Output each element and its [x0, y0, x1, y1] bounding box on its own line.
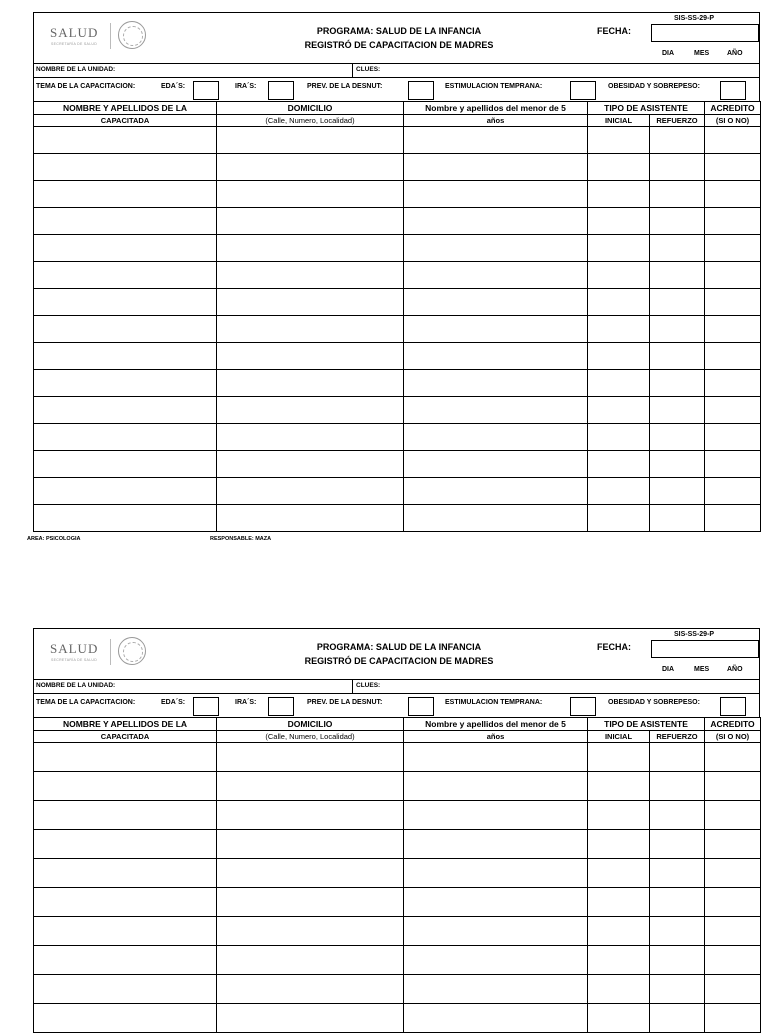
inicial-cell[interactable]: [588, 946, 650, 975]
desnut-checkbox[interactable]: [408, 697, 434, 716]
nombre-cell[interactable]: [34, 208, 217, 235]
inicial-cell[interactable]: [588, 208, 650, 235]
menor-cell[interactable]: [404, 424, 588, 451]
col-header-tipo: TIPO DE ASISTENTE: [588, 718, 705, 731]
fecha-label: FECHA:: [597, 26, 631, 36]
dia-label: DIA: [662, 666, 675, 673]
tema-row: [33, 77, 760, 101]
form-footer: [27, 532, 760, 546]
acredito-cell[interactable]: [705, 1004, 761, 1033]
nombre-cell[interactable]: [34, 154, 217, 181]
nombre-cell[interactable]: [34, 235, 217, 262]
refuerzo-cell[interactable]: [650, 801, 705, 830]
fecha-field[interactable]: [651, 640, 759, 658]
domicilio-cell[interactable]: [217, 975, 404, 1004]
col-header-nombre: NOMBRE Y APELLIDOS DE LA: [34, 102, 217, 115]
acredito-cell[interactable]: [705, 451, 761, 478]
menor-cell[interactable]: [404, 154, 588, 181]
nombre-cell[interactable]: [34, 343, 217, 370]
table-row: [34, 888, 761, 917]
domicilio-cell[interactable]: [217, 127, 404, 154]
menor-cell[interactable]: [404, 208, 588, 235]
refuerzo-cell[interactable]: [650, 772, 705, 801]
col-header-nombre: NOMBRE Y APELLIDOS DE LA: [34, 718, 217, 731]
domicilio-cell[interactable]: [217, 397, 404, 424]
inicial-cell[interactable]: [588, 424, 650, 451]
refuerzo-cell[interactable]: [650, 888, 705, 917]
table-row: [34, 743, 761, 772]
nombre-cell[interactable]: [34, 181, 217, 208]
domicilio-cell[interactable]: [217, 424, 404, 451]
iras-checkbox[interactable]: [268, 697, 294, 716]
domicilio-cell[interactable]: [217, 1004, 404, 1033]
acredito-cell[interactable]: [705, 801, 761, 830]
table-row: [34, 451, 761, 478]
form-code: SIS-SS-29-P: [674, 631, 715, 638]
program-title: PROGRAMA: SALUD DE LA INFANCIA: [316, 642, 482, 652]
table-row: [34, 975, 761, 1004]
register-title: REGISTRÓ DE CAPACITACION DE MADRES: [304, 40, 494, 50]
mes-label: MES: [694, 50, 710, 57]
logo-text: SALUD: [50, 641, 99, 656]
salud-logo: [46, 637, 156, 667]
logo-divider: [110, 639, 111, 665]
acredito-cell[interactable]: [705, 424, 761, 451]
acredito-cell[interactable]: [705, 127, 761, 154]
refuerzo-cell[interactable]: [650, 975, 705, 1004]
table-row: [34, 478, 761, 505]
acredito-cell[interactable]: [705, 917, 761, 946]
acredito-cell[interactable]: [705, 397, 761, 424]
refuerzo-cell[interactable]: [650, 505, 705, 532]
divider: [352, 680, 353, 693]
menor-cell[interactable]: [404, 801, 588, 830]
domicilio-cell[interactable]: [217, 451, 404, 478]
attendance-table: [33, 717, 761, 1033]
refuerzo-cell[interactable]: [650, 262, 705, 289]
acredito-cell[interactable]: [705, 975, 761, 1004]
refuerzo-cell[interactable]: [650, 451, 705, 478]
col-header-domicilio: DOMICILIO: [217, 718, 404, 731]
seal-icon: [118, 637, 146, 665]
domicilio-cell[interactable]: [217, 154, 404, 181]
refuerzo-cell[interactable]: [650, 743, 705, 772]
acredito-cell[interactable]: [705, 289, 761, 316]
nombre-cell[interactable]: [34, 316, 217, 343]
inicial-cell[interactable]: [588, 772, 650, 801]
nombre-cell[interactable]: [34, 127, 217, 154]
table-row: [34, 289, 761, 316]
inicial-cell[interactable]: [588, 235, 650, 262]
domicilio-cell[interactable]: [217, 946, 404, 975]
acredito-cell[interactable]: [705, 370, 761, 397]
form-header: [33, 628, 760, 679]
inicial-cell[interactable]: [588, 975, 650, 1004]
program-title: PROGRAMA: SALUD DE LA INFANCIA: [316, 26, 482, 36]
inicial-cell[interactable]: [588, 370, 650, 397]
nombre-cell[interactable]: [34, 772, 217, 801]
desnut-label: PREV. DE LA DESNUT:: [307, 699, 383, 706]
menor-cell[interactable]: [404, 370, 588, 397]
menor-cell[interactable]: [404, 830, 588, 859]
nombre-cell[interactable]: [34, 830, 217, 859]
menor-cell[interactable]: [404, 505, 588, 532]
menor-cell[interactable]: [404, 772, 588, 801]
menor-cell[interactable]: [404, 451, 588, 478]
menor-cell[interactable]: [404, 316, 588, 343]
form-sheet: [27, 12, 760, 546]
obesidad-checkbox[interactable]: [720, 81, 746, 100]
register-title: REGISTRÓ DE CAPACITACION DE MADRES: [304, 656, 494, 666]
table-row: [34, 127, 761, 154]
inicial-cell[interactable]: [588, 830, 650, 859]
domicilio-cell[interactable]: [217, 316, 404, 343]
nombre-cell[interactable]: [34, 975, 217, 1004]
unit-row: [33, 63, 760, 77]
domicilio-cell[interactable]: [217, 743, 404, 772]
nombre-cell[interactable]: [34, 424, 217, 451]
col-header-refuerzo: REFUERZO: [650, 115, 705, 127]
acredito-cell[interactable]: [705, 316, 761, 343]
col-header-refuerzo: REFUERZO: [650, 731, 705, 743]
estim-checkbox[interactable]: [570, 697, 596, 716]
nombre-cell[interactable]: [34, 859, 217, 888]
refuerzo-cell[interactable]: [650, 478, 705, 505]
acredito-cell[interactable]: [705, 946, 761, 975]
refuerzo-cell[interactable]: [650, 235, 705, 262]
nombre-cell[interactable]: [34, 801, 217, 830]
menor-cell[interactable]: [404, 397, 588, 424]
col-header-acredito-2: (SI O NO): [705, 731, 761, 743]
domicilio-cell[interactable]: [217, 859, 404, 888]
estim-label: ESTIMULACION TEMPRANA:: [445, 83, 543, 90]
nombre-cell[interactable]: [34, 917, 217, 946]
menor-cell[interactable]: [404, 917, 588, 946]
nombre-cell[interactable]: [34, 262, 217, 289]
table-row: [34, 370, 761, 397]
col-header-acredito-2: (SI O NO): [705, 115, 761, 127]
edas-checkbox[interactable]: [193, 697, 219, 716]
menor-cell[interactable]: [404, 343, 588, 370]
anio-label: AÑO: [727, 50, 743, 57]
refuerzo-cell[interactable]: [650, 917, 705, 946]
table-body: [34, 743, 761, 1033]
inicial-cell[interactable]: [588, 262, 650, 289]
inicial-cell[interactable]: [588, 478, 650, 505]
col-header-inicial: INICIAL: [588, 731, 650, 743]
inicial-cell[interactable]: [588, 127, 650, 154]
refuerzo-cell[interactable]: [650, 1004, 705, 1033]
menor-cell[interactable]: [404, 946, 588, 975]
domicilio-cell[interactable]: [217, 478, 404, 505]
col-header-domicilio: DOMICILIO: [217, 102, 404, 115]
domicilio-cell[interactable]: [217, 289, 404, 316]
nombre-cell[interactable]: [34, 370, 217, 397]
inicial-cell[interactable]: [588, 1004, 650, 1033]
inicial-cell[interactable]: [588, 343, 650, 370]
acredito-cell[interactable]: [705, 888, 761, 917]
edas-checkbox[interactable]: [193, 81, 219, 100]
logo-divider: [110, 23, 111, 49]
acredito-cell[interactable]: [705, 478, 761, 505]
anio-label: AÑO: [727, 666, 743, 673]
inicial-cell[interactable]: [588, 316, 650, 343]
refuerzo-cell[interactable]: [650, 397, 705, 424]
nombre-cell[interactable]: [34, 289, 217, 316]
nombre-cell[interactable]: [34, 478, 217, 505]
acredito-cell[interactable]: [705, 181, 761, 208]
domicilio-cell[interactable]: [217, 181, 404, 208]
inicial-cell[interactable]: [588, 801, 650, 830]
acredito-cell[interactable]: [705, 154, 761, 181]
refuerzo-cell[interactable]: [650, 424, 705, 451]
refuerzo-cell[interactable]: [650, 127, 705, 154]
table-row: [34, 208, 761, 235]
domicilio-cell[interactable]: [217, 235, 404, 262]
table-row: [34, 397, 761, 424]
inicial-cell[interactable]: [588, 859, 650, 888]
refuerzo-cell[interactable]: [650, 181, 705, 208]
area-label: AREA: PSICOLOGIA: [27, 536, 81, 542]
table-row: [34, 830, 761, 859]
col-header-nombre-2: CAPACITADA: [34, 115, 217, 127]
acredito-cell[interactable]: [705, 262, 761, 289]
domicilio-cell[interactable]: [217, 505, 404, 532]
domicilio-cell[interactable]: [217, 917, 404, 946]
table-row: [34, 316, 761, 343]
inicial-cell[interactable]: [588, 289, 650, 316]
iras-label: IRA´S:: [235, 83, 257, 90]
table-row: [34, 859, 761, 888]
tema-label: TEMA DE LA CAPACITACION:: [36, 83, 136, 90]
divider: [352, 64, 353, 77]
domicilio-cell[interactable]: [217, 888, 404, 917]
desnut-label: PREV. DE LA DESNUT:: [307, 83, 383, 90]
refuerzo-cell[interactable]: [650, 370, 705, 397]
table-row: [34, 262, 761, 289]
col-header-acredito: ACREDITO: [705, 102, 761, 115]
estim-checkbox[interactable]: [570, 81, 596, 100]
mes-label: MES: [694, 666, 710, 673]
table-row: [34, 801, 761, 830]
inicial-cell[interactable]: [588, 505, 650, 532]
inicial-cell[interactable]: [588, 181, 650, 208]
form-sheet: [33, 628, 760, 1033]
refuerzo-cell[interactable]: [650, 343, 705, 370]
col-header-menor: Nombre y apellidos del menor de 5: [404, 102, 588, 115]
domicilio-cell[interactable]: [217, 262, 404, 289]
domicilio-cell[interactable]: [217, 343, 404, 370]
domicilio-cell[interactable]: [217, 208, 404, 235]
logo-subtext: SECRETARÍA DE SALUD: [51, 42, 98, 46]
inicial-cell[interactable]: [588, 888, 650, 917]
unit-row: [33, 679, 760, 693]
refuerzo-cell[interactable]: [650, 208, 705, 235]
table-body: [34, 127, 761, 532]
menor-cell[interactable]: [404, 262, 588, 289]
col-header-inicial: INICIAL: [588, 115, 650, 127]
iras-checkbox[interactable]: [268, 81, 294, 100]
menor-cell[interactable]: [404, 888, 588, 917]
logo-text: SALUD: [50, 25, 99, 40]
table-row: [34, 343, 761, 370]
inicial-cell[interactable]: [588, 917, 650, 946]
acredito-cell[interactable]: [705, 235, 761, 262]
domicilio-cell[interactable]: [217, 830, 404, 859]
tema-label: TEMA DE LA CAPACITACION:: [36, 699, 136, 706]
col-header-menor-2: años: [404, 731, 588, 743]
table-row: [34, 917, 761, 946]
salud-logo: [46, 21, 156, 51]
refuerzo-cell[interactable]: [650, 289, 705, 316]
unit-label: NOMBRE DE LA UNIDAD:: [36, 682, 116, 689]
table-row: [34, 946, 761, 975]
attendance-table: [33, 101, 761, 532]
inicial-cell[interactable]: [588, 743, 650, 772]
menor-cell[interactable]: [404, 181, 588, 208]
nombre-cell[interactable]: [34, 888, 217, 917]
dia-label: DIA: [662, 50, 675, 57]
refuerzo-cell[interactable]: [650, 830, 705, 859]
inicial-cell[interactable]: [588, 154, 650, 181]
menor-cell[interactable]: [404, 1004, 588, 1033]
col-header-tipo: TIPO DE ASISTENTE: [588, 102, 705, 115]
col-header-menor: Nombre y apellidos del menor de 5: [404, 718, 588, 731]
acredito-cell[interactable]: [705, 830, 761, 859]
obesidad-label: OBESIDAD Y SOBREPESO:: [608, 83, 700, 90]
nombre-cell[interactable]: [34, 946, 217, 975]
menor-cell[interactable]: [404, 859, 588, 888]
menor-cell[interactable]: [404, 743, 588, 772]
unit-label: NOMBRE DE LA UNIDAD:: [36, 66, 116, 73]
table-row: [34, 1004, 761, 1033]
obesidad-label: OBESIDAD Y SOBREPESO:: [608, 699, 700, 706]
menor-cell[interactable]: [404, 975, 588, 1004]
col-header-nombre-2: CAPACITADA: [34, 731, 217, 743]
tema-row: [33, 693, 760, 717]
desnut-checkbox[interactable]: [408, 81, 434, 100]
edas-label: EDA´S:: [161, 83, 186, 90]
menor-cell[interactable]: [404, 235, 588, 262]
menor-cell[interactable]: [404, 478, 588, 505]
domicilio-cell[interactable]: [217, 370, 404, 397]
domicilio-cell[interactable]: [217, 772, 404, 801]
refuerzo-cell[interactable]: [650, 154, 705, 181]
acredito-cell[interactable]: [705, 343, 761, 370]
acredito-cell[interactable]: [705, 743, 761, 772]
inicial-cell[interactable]: [588, 397, 650, 424]
responsable-label: RESPONSABLE: MAZA: [210, 536, 272, 542]
form-header: [33, 12, 760, 63]
refuerzo-cell[interactable]: [650, 859, 705, 888]
refuerzo-cell[interactable]: [650, 946, 705, 975]
table-row: [34, 235, 761, 262]
col-header-menor-2: años: [404, 115, 588, 127]
logo-subtext: SECRETARÍA DE SALUD: [51, 658, 98, 662]
nombre-cell[interactable]: [34, 1004, 217, 1033]
menor-cell[interactable]: [404, 289, 588, 316]
col-header-acredito: ACREDITO: [705, 718, 761, 731]
acredito-cell[interactable]: [705, 505, 761, 532]
fecha-field[interactable]: [651, 24, 759, 42]
table-row: [34, 772, 761, 801]
refuerzo-cell[interactable]: [650, 316, 705, 343]
menor-cell[interactable]: [404, 127, 588, 154]
clues-label: CLUES:: [356, 682, 381, 689]
fecha-label: FECHA:: [597, 642, 631, 652]
acredito-cell[interactable]: [705, 208, 761, 235]
domicilio-cell[interactable]: [217, 801, 404, 830]
seal-icon: [118, 21, 146, 49]
acredito-cell[interactable]: [705, 859, 761, 888]
obesidad-checkbox[interactable]: [720, 697, 746, 716]
nombre-cell[interactable]: [34, 505, 217, 532]
table-row: [34, 424, 761, 451]
table-row: [34, 181, 761, 208]
nombre-cell[interactable]: [34, 451, 217, 478]
nombre-cell[interactable]: [34, 743, 217, 772]
edas-label: EDA´S:: [161, 699, 186, 706]
col-header-domicilio-2: (Calle, Numero, Localidad): [217, 731, 404, 743]
estim-label: ESTIMULACION TEMPRANA:: [445, 699, 543, 706]
form-code: SIS-SS-29-P: [674, 15, 715, 22]
nombre-cell[interactable]: [34, 397, 217, 424]
acredito-cell[interactable]: [705, 772, 761, 801]
clues-label: CLUES:: [356, 66, 381, 73]
table-row: [34, 154, 761, 181]
col-header-domicilio-2: (Calle, Numero, Localidad): [217, 115, 404, 127]
inicial-cell[interactable]: [588, 451, 650, 478]
table-row: [34, 505, 761, 532]
iras-label: IRA´S:: [235, 699, 257, 706]
